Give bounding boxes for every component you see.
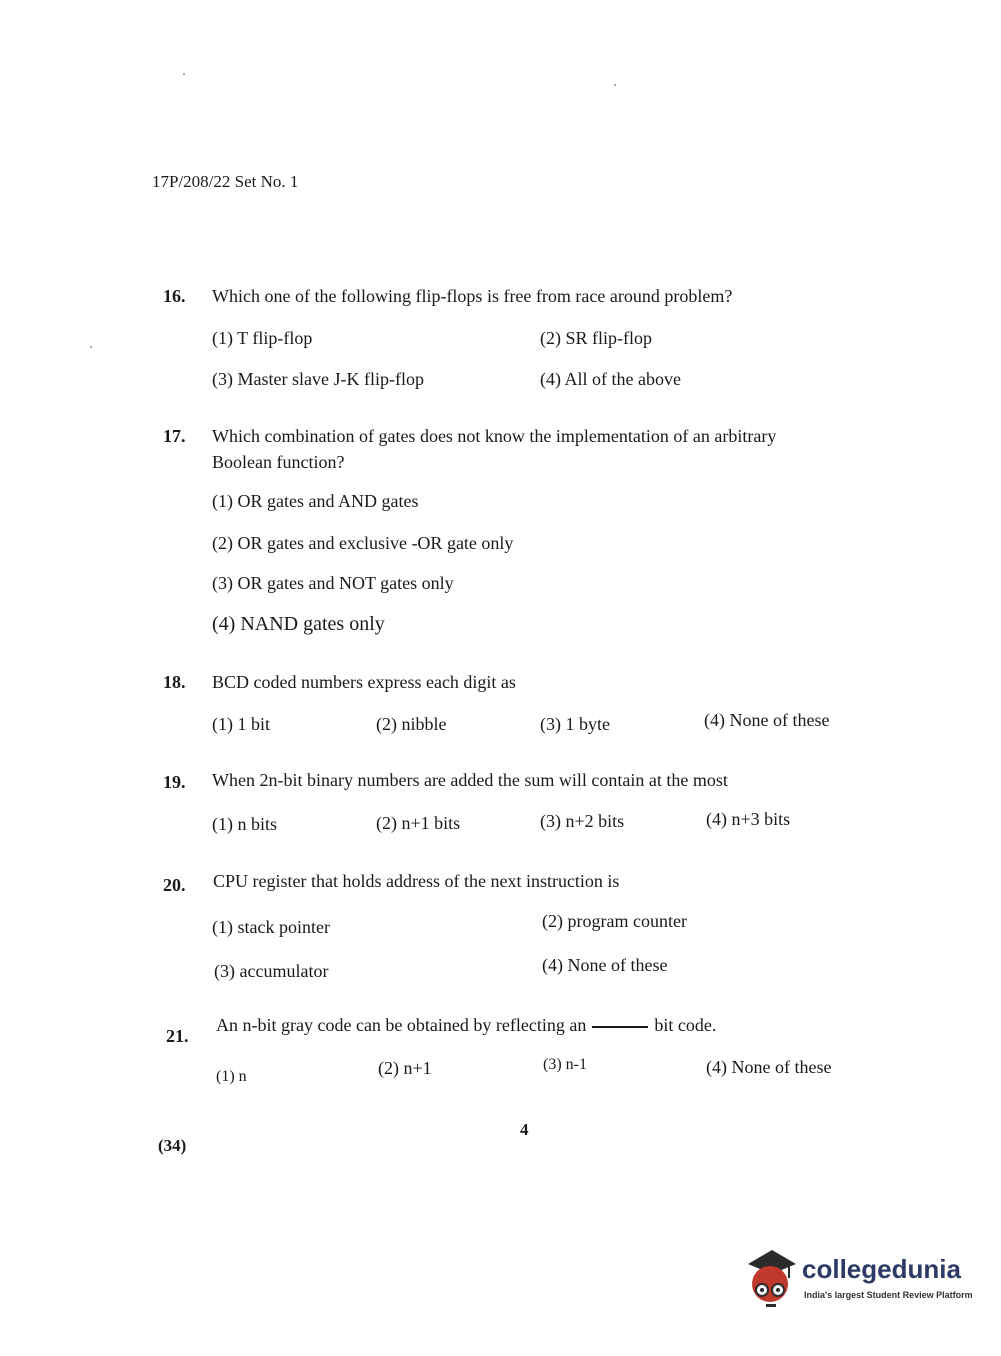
option: (4) None of these <box>542 955 668 975</box>
logo-wordmark: collegedunia <box>802 1254 961 1284</box>
question-number: 20. <box>163 875 186 895</box>
option: (1) n bits <box>212 814 277 834</box>
option: (1) stack pointer <box>212 917 330 937</box>
paper-code-header: 17P/208/22 Set No. 1 <box>152 172 299 191</box>
option: (3) Master slave J-K flip-flop <box>212 369 424 389</box>
option: (2) n+1 <box>378 1058 432 1078</box>
question-text-after-blank: bit code. <box>654 1015 717 1035</box>
option: (3) n+2 bits <box>540 811 625 831</box>
option: (4) NAND gates only <box>212 613 385 635</box>
question-text: Which combination of gates does not know the implementation of an arbitrary <box>212 426 777 446</box>
logo-tagline: India's largest Student Review Platform <box>804 1290 973 1300</box>
option: (3) accumulator <box>214 961 329 981</box>
question-number: 19. <box>163 772 186 792</box>
option: (2) program counter <box>542 911 687 931</box>
option: (3) n-1 <box>543 1056 587 1073</box>
option: (2) nibble <box>376 714 447 734</box>
question-text: When 2n-bit binary numbers are added the sum will contain at the most <box>212 770 728 790</box>
question-number: 21. <box>166 1026 189 1046</box>
option: (4) n+3 bits <box>706 809 791 829</box>
question-text-continued: Boolean function? <box>212 452 345 472</box>
question-number: 17. <box>163 426 186 446</box>
page-number: 4 <box>520 1120 529 1139</box>
question-text-before-blank: An n-bit gray code can be obtained by reflecting an <box>216 1015 587 1035</box>
scan-dot <box>90 346 92 348</box>
option: (1) OR gates and AND gates <box>212 491 419 511</box>
question-text: CPU register that holds address of the next instruction is <box>213 871 620 891</box>
option: (3) OR gates and NOT gates only <box>212 573 454 593</box>
question-text: Which one of the following flip-flops is free from race around problem? <box>212 286 733 306</box>
collegedunia-logo <box>742 1246 972 1316</box>
question-number: 18. <box>163 672 186 692</box>
option: (4) All of the above <box>540 369 681 389</box>
question-number: 16. <box>163 286 186 306</box>
scan-dot <box>183 73 185 75</box>
option: (1) 1 bit <box>212 714 270 734</box>
option: (2) n+1 bits <box>376 813 461 833</box>
option: (4) None of these <box>704 710 830 730</box>
question-text: BCD coded numbers express each digit as <box>212 672 516 692</box>
paper-set-code: (34) <box>158 1136 187 1155</box>
question-text <box>216 1015 716 1036</box>
option: (1) T flip-flop <box>212 328 313 348</box>
answer-blank <box>592 1026 648 1028</box>
option: (3) 1 byte <box>540 714 610 734</box>
option: (2) OR gates and exclusive -OR gate only <box>212 533 514 553</box>
scan-dot <box>614 84 616 86</box>
mascot-icon <box>742 1246 800 1312</box>
option: (4) None of these <box>706 1057 832 1077</box>
option: (1) n <box>216 1068 247 1085</box>
option: (2) SR flip-flop <box>540 328 652 348</box>
